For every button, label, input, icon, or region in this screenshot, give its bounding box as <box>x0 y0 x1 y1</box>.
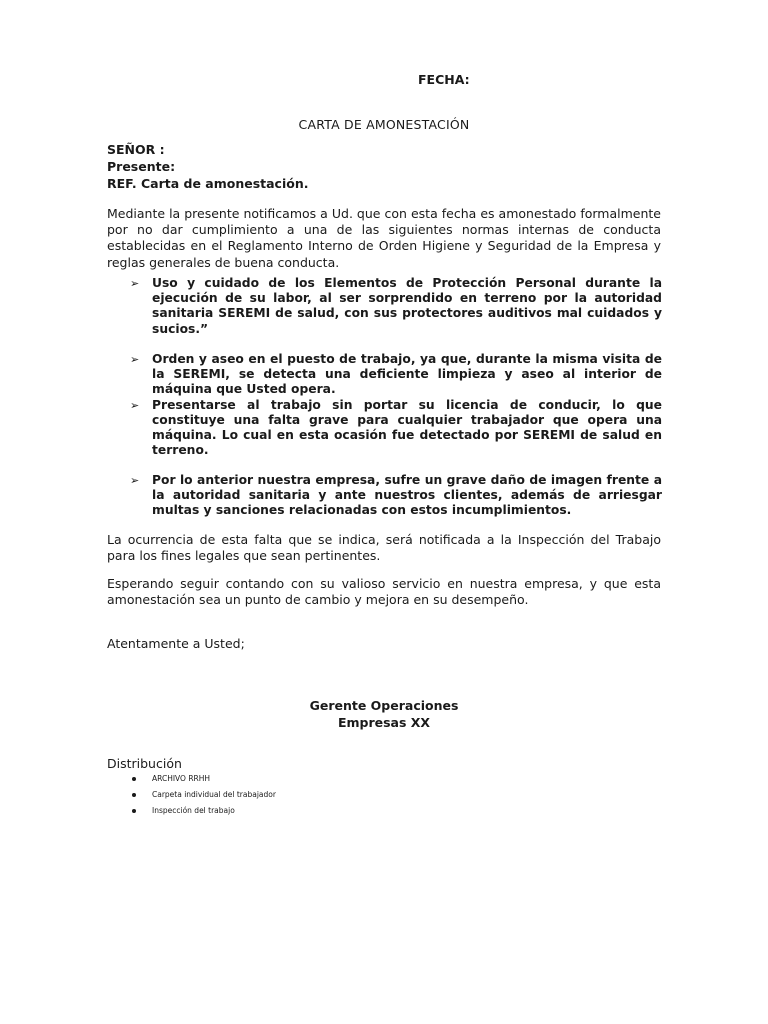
distribution-item <box>130 803 276 819</box>
recipient-block <box>107 141 308 192</box>
infraction-text: Orden y aseo en el puesto de trabajo, ya que, durante la misma visita de la SEREMI, se detecta una deficiente limpieza y aseo al interior de máquina que Usted opera. <box>152 352 662 397</box>
infraction-item <box>130 352 662 398</box>
arrow-bullet-icon: ➢ <box>130 277 140 290</box>
signature-company: Empresas XX <box>337 715 431 730</box>
infraction-text: Por lo anterior nuestra empresa, sufre un grave daño de imagen frente a la autoridad sanitaria y ante nuestros clientes, además de arriesgar multas y sanciones relacionadas con estos incumplimientos. <box>152 473 662 518</box>
signature-role: Gerente Operaciones <box>309 698 459 713</box>
infractions-list-1 <box>130 276 662 337</box>
date-label: FECHA: <box>418 72 470 87</box>
bullet-dot-icon <box>132 793 136 797</box>
infraction-text: Presentarse al trabajo sin portar su licencia de conducir, lo que constituye una falta grave para cualquier trabajador que opera una máquina. Lo cual en esta ocasión fue detectado por SEREMI de salud en terreno. <box>152 397 662 458</box>
hope-paragraph: Esperando seguir contando con su valioso servicio en nuestra empresa, y que esta amonestación sea un punto de cambio y mejora en su desempeño. <box>107 576 661 608</box>
reference-line: REF. Carta de amonestación. <box>107 176 309 191</box>
distribution-list <box>130 771 276 819</box>
distribution-item-text: ARCHIVO RRHH <box>152 774 211 783</box>
closing-line: Atentamente a Usted; <box>107 636 245 651</box>
bullet-dot-icon <box>132 809 136 813</box>
infraction-item <box>130 276 662 337</box>
infractions-list-3 <box>130 473 662 519</box>
distribution-item <box>130 787 276 803</box>
distribution-label: Distribución <box>107 756 182 771</box>
arrow-bullet-icon: ➢ <box>130 398 140 412</box>
intro-paragraph: Mediante la presente notificamos a Ud. que con esta fecha es amonestado formalmente por no dar cumplimiento a una de las siguientes normas internas de conducta establecidas en el Reglamento Interno de Orden Higiene y Seguridad de la Empresa y reglas generales de buena conducta. <box>107 206 661 270</box>
arrow-bullet-icon: ➢ <box>130 474 140 487</box>
signature-block <box>0 697 768 731</box>
infraction-text: Uso y cuidado de los Elementos de Protección Personal durante la ejecución de su labor, al ser sorprendido en terreno por la autoridad sanitaria SEREMI de salud, con sus protectores auditivos mal cuidados y sucios.” <box>152 276 662 336</box>
infraction-item <box>130 473 662 519</box>
distribution-item <box>130 771 276 787</box>
recipient-senor: SEÑOR : <box>107 142 165 157</box>
notification-paragraph: La ocurrencia de esta falta que se indica, será notificada a la Inspección del Trabajo para los fines legales que sean pertinentes. <box>107 532 661 564</box>
infractions-list-2 <box>130 352 662 458</box>
arrow-bullet-icon: ➢ <box>130 353 140 366</box>
recipient-presente: Presente: <box>107 159 176 174</box>
distribution-item-text: Inspección del trabajo <box>152 806 235 815</box>
distribution-item-text: Carpeta individual del trabajador <box>152 790 276 799</box>
bullet-dot-icon <box>132 777 136 781</box>
letter-title: CARTA DE AMONESTACIÓN <box>298 117 470 132</box>
infraction-item <box>130 398 662 459</box>
